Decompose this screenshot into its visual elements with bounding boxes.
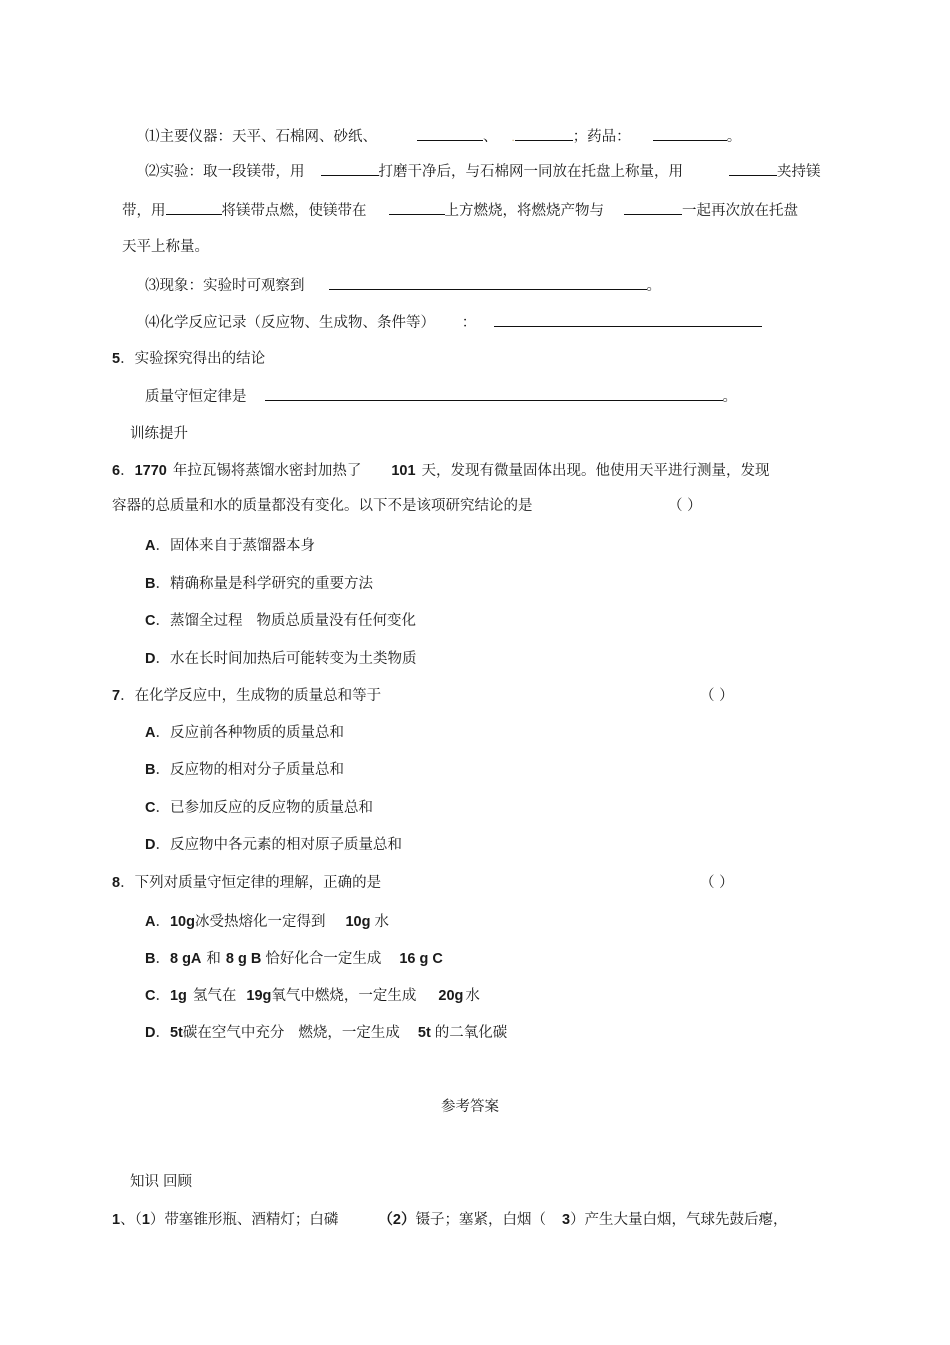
text: ． [155, 914, 170, 930]
answer-number: 1 [112, 1212, 121, 1228]
blank-holding-tool [729, 160, 777, 176]
text: ． [120, 463, 135, 479]
question-6-line-2: 容器的总质量和水的质量都没有变化。以下不是该项研究结论的是 [112, 498, 533, 514]
text: 氧气中燃烧，一定生成 [271, 988, 417, 1004]
text: 的二氧化碳 [434, 1025, 508, 1041]
value: 16 g C [399, 951, 443, 967]
q8-option-b [145, 949, 443, 969]
option-letter: A [145, 538, 156, 554]
blank-burn-location [389, 199, 445, 215]
option-letter: B [145, 576, 156, 592]
blank-phenomenon [329, 274, 647, 290]
question-number: 8 [112, 875, 121, 891]
value: 10g [169, 914, 195, 930]
value: 8 gA [169, 951, 202, 967]
question-8 [112, 873, 381, 893]
value: 5t [417, 1025, 431, 1041]
option-letter: C [145, 613, 156, 629]
blank-reaction [494, 311, 762, 327]
text: 回顾 [163, 1174, 192, 1190]
text: 年拉瓦锡将蒸馏水密封加热了 [172, 463, 362, 479]
text: ）产生大量白烟，气球先鼓后瘪， [570, 1212, 788, 1228]
option-letter: A [145, 725, 156, 741]
value: 1g [169, 988, 187, 1004]
answers-title: 参考答案 [441, 1099, 499, 1115]
text: 质量守恒定律是 [145, 389, 247, 405]
text: 夹持镁 [777, 164, 821, 180]
text: ． [155, 988, 170, 1004]
q6-option-c [145, 611, 416, 631]
text: 、（ [120, 1212, 142, 1228]
option-text: ．反应物中各元素的相对原子质量总和 [155, 837, 402, 853]
blank-reagent [653, 125, 727, 141]
value: 8 g B [225, 951, 262, 967]
value: 19g [246, 988, 272, 1004]
question-7 [112, 686, 381, 706]
text: 和 [206, 951, 221, 967]
option-text: ．反应前各种物质的质量总和 [155, 725, 344, 741]
text: 碳在空气中充分 [182, 1025, 285, 1041]
text: 上方燃烧，将燃烧产物与 [444, 203, 604, 219]
text: ． [155, 951, 170, 967]
blank-ignite-tool [166, 199, 222, 215]
option-text: ．反应物的相对分子质量总和 [155, 762, 344, 778]
question-text: ．实验探究得出的结论 [120, 351, 266, 367]
blank-product-with [624, 199, 682, 215]
answer-bracket: （ ） [700, 688, 734, 704]
q8-option-c [145, 986, 480, 1006]
text: 将镁带点燃，使镁带在 [221, 203, 367, 219]
option-letter: D [145, 1025, 156, 1041]
text: 打磨干净后，与石棉网一同放在托盘上称量，用 [378, 164, 683, 180]
blank-polish-tool [321, 160, 379, 176]
text: ⑷化学反应记录（反应物、生成物、条件等） [145, 315, 428, 331]
text: 知识 [130, 1174, 159, 1190]
blank-instrument-2 [515, 125, 573, 141]
text: 、 [483, 129, 498, 145]
option-letter: B [145, 951, 156, 967]
text: ；药品： [572, 129, 631, 145]
q7-option-d [145, 835, 402, 855]
q6-option-b [145, 574, 373, 594]
question-6 [112, 461, 770, 481]
text: 3 [561, 1212, 571, 1228]
value: 10g [345, 914, 371, 930]
text: 水 [465, 988, 480, 1004]
text: （2） [378, 1212, 416, 1228]
q5-answer-line [145, 385, 737, 407]
text: 天，发现有微量固体出现。他使用天平进行测量，发现 [421, 463, 770, 479]
option-text: ．蒸馏全过程 [155, 613, 243, 629]
text: ）带塞锥形瓶、酒精灯；白磷 [149, 1212, 339, 1228]
text: 恰好化合一定生成 [265, 951, 382, 967]
option-letter: A [145, 914, 156, 930]
question-number: 5 [112, 351, 121, 367]
blank-instrument-1 [417, 125, 483, 141]
q6-option-d [145, 649, 416, 669]
option-text: ．已参加反应的反应物的质量总和 [155, 800, 373, 816]
s4-line-reaction [145, 311, 762, 333]
q8-option-a [145, 912, 389, 932]
q7-option-c [145, 798, 373, 818]
question-text: ．在化学反应中，生成物的质量总和等于 [120, 688, 382, 704]
s4-line-experiment [145, 160, 821, 182]
option-letter: D [145, 651, 156, 667]
option-letter: C [145, 988, 156, 1004]
s4-line-experiment-3: 天平上称量。 [122, 239, 209, 255]
text: 燃烧，一定生成 [298, 1025, 400, 1041]
question-number: 7 [112, 688, 121, 704]
option-letter: C [145, 800, 156, 816]
year: 1770 [134, 463, 167, 479]
text: ： [461, 315, 477, 331]
s4-line-instruments [145, 125, 741, 149]
q8-option-d [145, 1023, 507, 1043]
option-text: ．水在长时间加热后可能转变为土类物质 [155, 651, 417, 667]
q7-option-a [145, 723, 344, 743]
option-text: 物质总质量没有任何变化 [256, 613, 416, 629]
text: 。 [646, 278, 661, 294]
text: 带，用 [122, 203, 166, 219]
option-letter: B [145, 762, 156, 778]
answer-bracket: （ ） [700, 875, 734, 891]
option-text: ．精确称量是科学研究的重要方法 [155, 576, 373, 592]
text: ⑴主要仪器：天平、石棉网、砂纸、 [145, 129, 377, 145]
days: 101 [391, 463, 416, 479]
s4-line-phenomenon [145, 274, 661, 296]
value: 20g [438, 988, 464, 1004]
option-letter: D [145, 837, 156, 853]
q6-option-a [145, 536, 315, 556]
s4-line-experiment-2 [122, 199, 798, 221]
value: 5t [169, 1025, 183, 1041]
question-5 [112, 349, 265, 369]
text: 氢气在 [192, 988, 237, 1004]
text: ． [155, 1025, 170, 1041]
text: 冰受热熔化一定得到 [194, 914, 326, 930]
stray-mark: . [511, 133, 515, 144]
answer-1 [112, 1210, 788, 1230]
answers-review-heading [130, 1172, 192, 1192]
answer-bracket: （ ） [668, 498, 702, 514]
text: 1 [141, 1212, 150, 1228]
question-number: 6 [112, 463, 121, 479]
text: 水 [374, 914, 389, 930]
text: ⑶现象：实验时可观察到 [145, 278, 305, 294]
text: 。 [726, 129, 742, 145]
text: 镊子；塞紧，白烟（ [415, 1212, 546, 1228]
text: 一起再次放在托盘 [682, 203, 798, 219]
blank-conservation-law [265, 385, 723, 401]
text: 。 [722, 389, 737, 405]
section-heading-training: 训练提升 [130, 426, 188, 442]
text: ⑵实验：取一段镁带，用 [145, 164, 305, 180]
option-text: ．固体来自于蒸馏器本身 [155, 538, 315, 554]
question-text: ．下列对质量守恒定律的理解，正确的是 [120, 875, 382, 891]
q7-option-b [145, 760, 344, 780]
